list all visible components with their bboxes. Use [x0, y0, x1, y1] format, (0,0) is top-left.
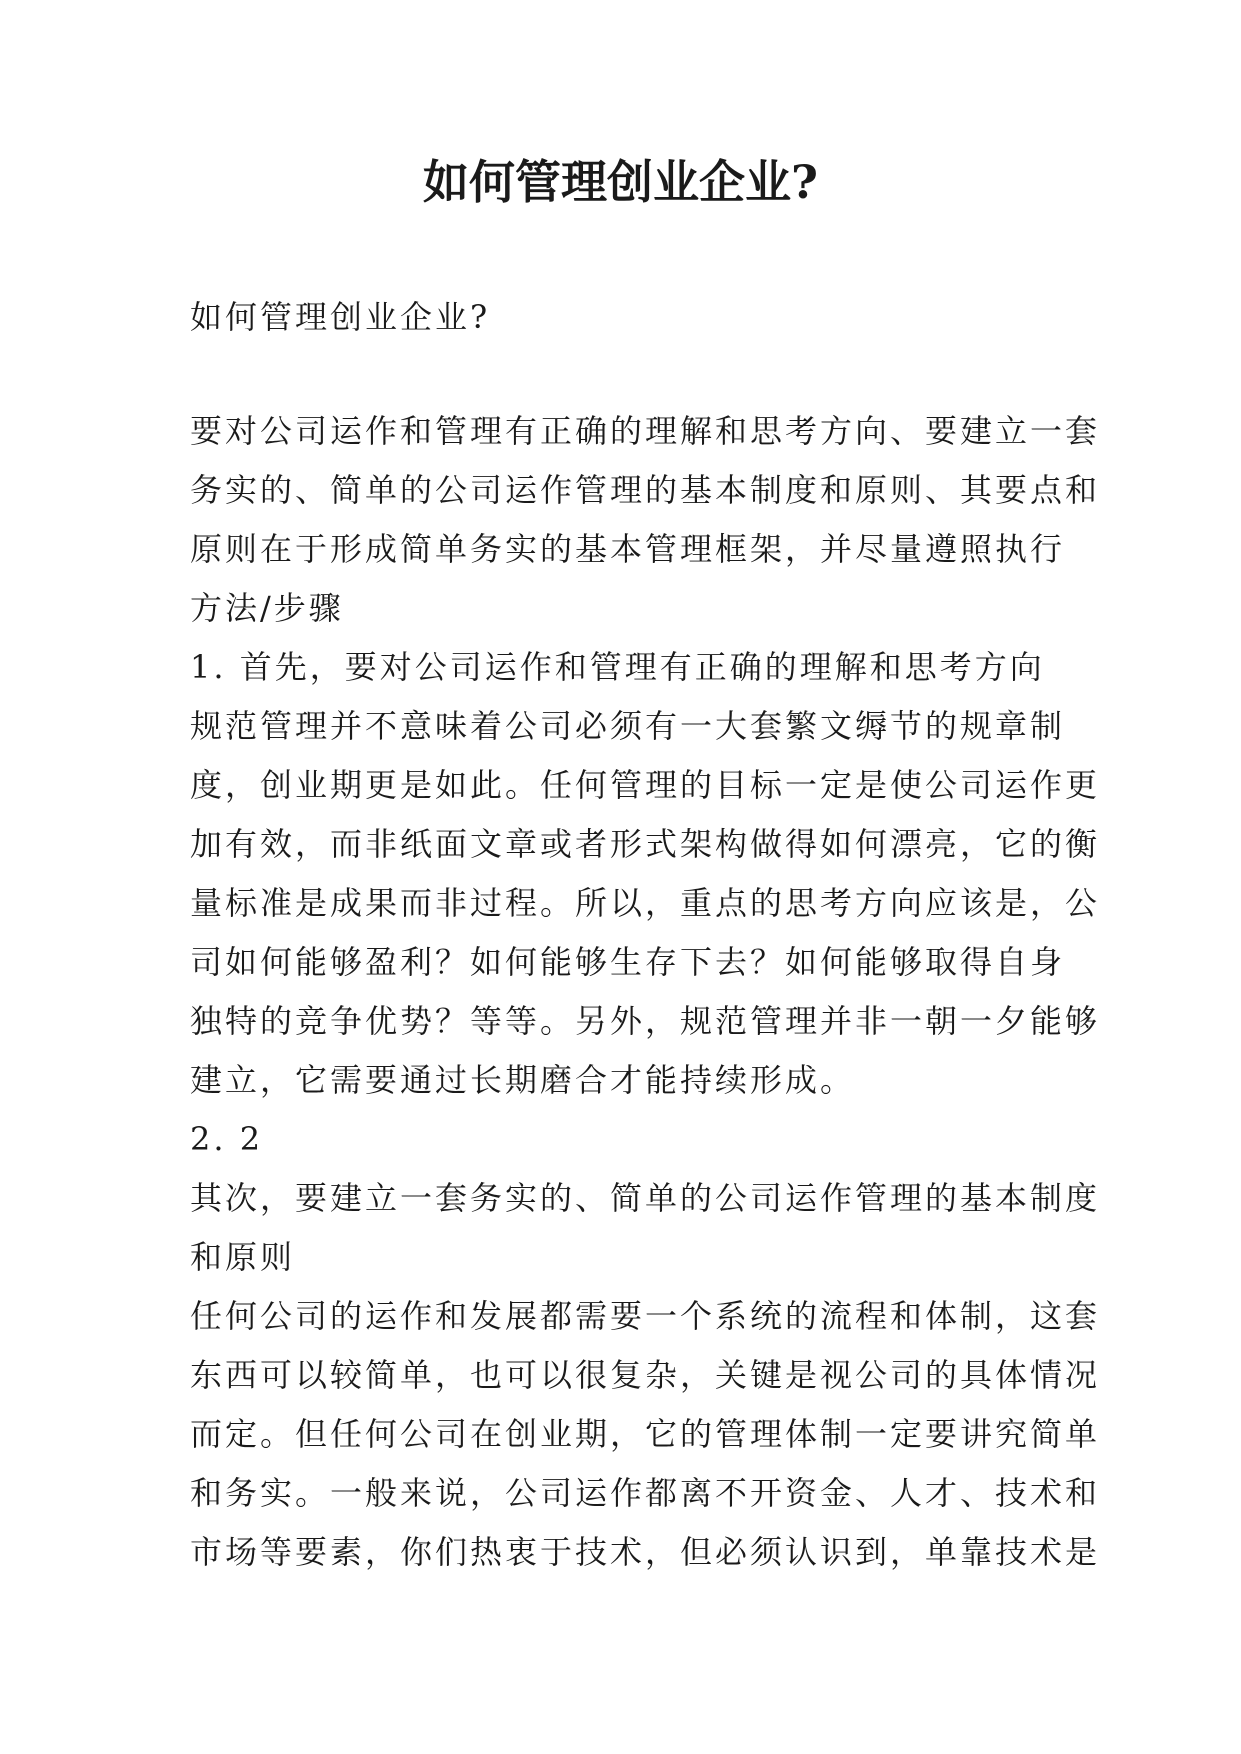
document-title: 如何管理创业企业?	[423, 155, 818, 209]
body-line: 任何公司的运作和发展都需要一个系统的流程和体制，这套	[190, 1297, 1101, 1335]
document-subtitle: 如何管理创业企业?	[190, 298, 491, 336]
body-line: 东西可以较简单，也可以很复杂，关键是视公司的具体情况	[190, 1356, 1101, 1394]
step-heading: 其次，要建立一套务实的、简单的公司运作管理的基本制度	[190, 1179, 1101, 1217]
step-number: 2. 2	[190, 1120, 264, 1158]
section-heading: 方法/步骤	[190, 589, 344, 627]
body-line: 独特的竞争优势？等等。另外，规范管理并非一朝一夕能够	[190, 1002, 1101, 1040]
body-line: 量标准是成果而非过程。所以，重点的思考方向应该是，公	[190, 884, 1101, 922]
body-line: 务实的、简单的公司运作管理的基本制度和原则、其要点和	[190, 471, 1101, 509]
body-line: 建立，它需要通过长期磨合才能持续形成。	[190, 1061, 856, 1099]
body-line: 加有效，而非纸面文章或者形式架构做得如何漂亮，它的衡	[190, 825, 1101, 863]
body-line: 规范管理并不意味着公司必须有一大套繁文缛节的规章制	[190, 707, 1066, 745]
body-line: 要对公司运作和管理有正确的理解和思考方向、要建立一套	[190, 412, 1101, 450]
step-heading: 1. 首先，要对公司运作和管理有正确的理解和思考方向	[190, 648, 1045, 686]
body-line: 市场等要素，你们热衷于技术，但必须认识到，单靠技术是	[190, 1533, 1101, 1571]
body-line: 而定。但任何公司在创业期，它的管理体制一定要讲究简单	[190, 1415, 1101, 1453]
step-heading: 和原则	[190, 1238, 296, 1276]
body-line: 原则在于形成简单务实的基本管理框架，并尽量遵照执行	[190, 530, 1066, 568]
body-line: 度，创业期更是如此。任何管理的目标一定是使公司运作更	[190, 766, 1101, 804]
body-line: 和务实。一般来说，公司运作都离不开资金、人才、技术和	[190, 1474, 1101, 1512]
body-line: 司如何能够盈利？如何能够生存下去？如何能够取得自身	[190, 943, 1066, 981]
document-body	[190, 402, 1101, 1582]
